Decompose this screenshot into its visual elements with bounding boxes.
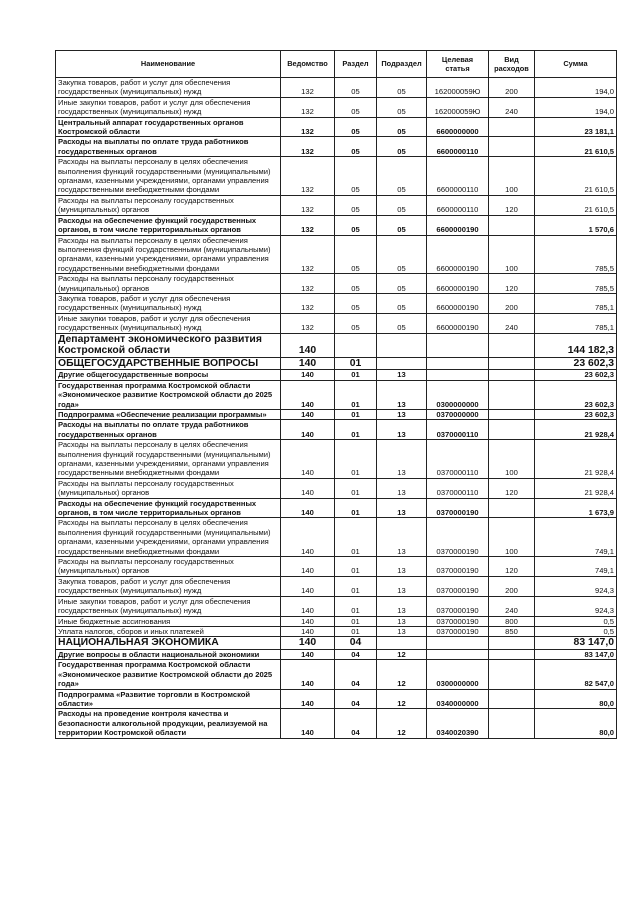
header-podrazdel: Подраздел xyxy=(377,51,427,78)
table-row xyxy=(56,357,617,370)
cell-podrazdel: 05 xyxy=(377,78,427,98)
cell-name: Расходы на проведение контроля качества и безопасности алкогольной продукции, реализуемой на территории Костромской области xyxy=(56,709,281,738)
cell-razdel: 04 xyxy=(335,637,377,650)
cell-name: Закупка товаров, работ и услуг для обеспечения государственных (муниципальных) нужд xyxy=(56,576,281,596)
cell-razdel: 01 xyxy=(335,626,377,636)
table-row xyxy=(56,293,617,313)
cell-vid-rashodov xyxy=(489,380,535,409)
cell-celevaya-statya xyxy=(427,357,489,370)
table-row xyxy=(56,117,617,137)
cell-vedomstvo: 140 xyxy=(281,557,335,577)
table-row xyxy=(56,380,617,409)
cell-name: Центральный аппарат государственных органов Костромской области xyxy=(56,117,281,137)
cell-summa: 785,1 xyxy=(535,293,617,313)
cell-vid-rashodov: 200 xyxy=(489,293,535,313)
cell-summa: 83 147,0 xyxy=(535,637,617,650)
table-row xyxy=(56,235,617,274)
cell-vedomstvo: 132 xyxy=(281,274,335,294)
cell-vedomstvo: 140 xyxy=(281,709,335,738)
cell-name: Иные закупки товаров, работ и услуг для обеспечения государственных (муниципальных) нужд xyxy=(56,97,281,117)
cell-summa: 194,0 xyxy=(535,78,617,98)
cell-summa: 924,3 xyxy=(535,596,617,616)
table-row xyxy=(56,649,617,659)
cell-podrazdel: 13 xyxy=(377,478,427,498)
cell-podrazdel: 13 xyxy=(377,576,427,596)
cell-podrazdel: 05 xyxy=(377,313,427,333)
cell-vid-rashodov: 850 xyxy=(489,626,535,636)
cell-podrazdel: 13 xyxy=(377,596,427,616)
cell-vedomstvo: 140 xyxy=(281,409,335,419)
header-name: Наименование xyxy=(56,51,281,78)
cell-podrazdel: 13 xyxy=(377,626,427,636)
cell-summa: 83 147,0 xyxy=(535,649,617,659)
cell-name: Расходы на выплаты персоналу в целях обеспечения выполнения функций государственными (муниципальными) органами, казенными учреждениями, органами управления государственными внебюджетными фондами xyxy=(56,440,281,479)
cell-vid-rashodov: 120 xyxy=(489,478,535,498)
cell-summa: 23 181,1 xyxy=(535,117,617,137)
cell-vedomstvo: 140 xyxy=(281,440,335,479)
cell-summa: 23 602,3 xyxy=(535,409,617,419)
cell-vedomstvo: 140 xyxy=(281,357,335,370)
cell-vid-rashodov xyxy=(489,689,535,709)
table-row xyxy=(56,274,617,294)
cell-name: Расходы на обеспечение функций государственных органов, в том числе территориальных органов xyxy=(56,498,281,518)
cell-celevaya-statya: 0340000000 xyxy=(427,689,489,709)
cell-summa: 23 602,3 xyxy=(535,357,617,370)
cell-name: Другие вопросы в области национальной экономики xyxy=(56,649,281,659)
cell-celevaya-statya: 0370000190 xyxy=(427,518,489,557)
cell-vedomstvo: 140 xyxy=(281,333,335,357)
cell-summa: 924,3 xyxy=(535,576,617,596)
cell-vedomstvo: 140 xyxy=(281,380,335,409)
cell-vedomstvo: 132 xyxy=(281,293,335,313)
cell-podrazdel: 05 xyxy=(377,137,427,157)
table-row xyxy=(56,195,617,215)
cell-podrazdel: 13 xyxy=(377,380,427,409)
cell-vid-rashodov: 240 xyxy=(489,313,535,333)
cell-vedomstvo: 140 xyxy=(281,689,335,709)
cell-celevaya-statya: 0340020390 xyxy=(427,709,489,738)
table-row xyxy=(56,97,617,117)
cell-vid-rashodov: 120 xyxy=(489,274,535,294)
cell-celevaya-statya: 0370000190 xyxy=(427,557,489,577)
cell-razdel: 04 xyxy=(335,709,377,738)
cell-summa: 1 673,9 xyxy=(535,498,617,518)
cell-vid-rashodov xyxy=(489,137,535,157)
header-razdel: Раздел xyxy=(335,51,377,78)
cell-razdel: 04 xyxy=(335,689,377,709)
cell-razdel: 05 xyxy=(335,235,377,274)
cell-vid-rashodov: 200 xyxy=(489,78,535,98)
cell-name: Закупка товаров, работ и услуг для обеспечения государственных (муниципальных) нужд xyxy=(56,293,281,313)
cell-summa: 23 602,3 xyxy=(535,380,617,409)
cell-podrazdel xyxy=(377,333,427,357)
cell-summa: 144 182,3 xyxy=(535,333,617,357)
cell-vedomstvo: 140 xyxy=(281,596,335,616)
cell-vedomstvo: 140 xyxy=(281,518,335,557)
cell-celevaya-statya: 0370000000 xyxy=(427,409,489,419)
cell-vid-rashodov xyxy=(489,709,535,738)
cell-vid-rashodov xyxy=(489,333,535,357)
cell-razdel: 05 xyxy=(335,97,377,117)
cell-name: Другие общегосударственные вопросы xyxy=(56,370,281,380)
cell-vedomstvo: 140 xyxy=(281,370,335,380)
cell-summa: 21 928,4 xyxy=(535,440,617,479)
cell-podrazdel: 13 xyxy=(377,420,427,440)
cell-vid-rashodov: 100 xyxy=(489,157,535,196)
cell-summa: 21 610,5 xyxy=(535,137,617,157)
cell-summa: 785,5 xyxy=(535,235,617,274)
cell-name: Иные бюджетные ассигнования xyxy=(56,616,281,626)
cell-summa: 749,1 xyxy=(535,557,617,577)
cell-name: Расходы на выплаты персоналу государственных (муниципальных) органов xyxy=(56,478,281,498)
cell-razdel: 01 xyxy=(335,478,377,498)
cell-celevaya-statya: 6600000190 xyxy=(427,215,489,235)
cell-razdel: 01 xyxy=(335,498,377,518)
cell-celevaya-statya: 0370000110 xyxy=(427,478,489,498)
cell-podrazdel: 05 xyxy=(377,235,427,274)
cell-celevaya-statya: 0370000190 xyxy=(427,596,489,616)
cell-podrazdel: 13 xyxy=(377,557,427,577)
cell-name: Уплата налогов, сборов и иных платежей xyxy=(56,626,281,636)
table-row xyxy=(56,370,617,380)
cell-summa: 80,0 xyxy=(535,689,617,709)
cell-vedomstvo: 132 xyxy=(281,78,335,98)
cell-podrazdel: 05 xyxy=(377,195,427,215)
cell-podrazdel: 13 xyxy=(377,498,427,518)
cell-vid-rashodov xyxy=(489,357,535,370)
cell-summa: 0,5 xyxy=(535,616,617,626)
cell-razdel: 01 xyxy=(335,409,377,419)
cell-vid-rashodov xyxy=(489,498,535,518)
cell-name: Расходы на выплаты персоналу в целях обеспечения выполнения функций государственными (муниципальными) органами, казенными учреждениями, органами управления государственными внебюджетными фондами xyxy=(56,157,281,196)
cell-razdel: 05 xyxy=(335,293,377,313)
cell-razdel: 05 xyxy=(335,195,377,215)
table-row xyxy=(56,333,617,357)
table-row xyxy=(56,660,617,689)
cell-podrazdel: 05 xyxy=(377,215,427,235)
cell-celevaya-statya: 0370000110 xyxy=(427,420,489,440)
cell-razdel: 05 xyxy=(335,78,377,98)
cell-vid-rashodov: 800 xyxy=(489,616,535,626)
cell-razdel: 01 xyxy=(335,420,377,440)
cell-podrazdel: 05 xyxy=(377,157,427,196)
budget-table-page xyxy=(55,50,616,739)
header-vid-rashodov: Вид расходов xyxy=(489,51,535,78)
cell-vid-rashodov: 240 xyxy=(489,97,535,117)
cell-celevaya-statya: 162000059Ю xyxy=(427,97,489,117)
cell-vid-rashodov: 120 xyxy=(489,195,535,215)
cell-podrazdel: 12 xyxy=(377,689,427,709)
table-row xyxy=(56,557,617,577)
cell-vid-rashodov xyxy=(489,370,535,380)
cell-name: Расходы на обеспечение функций государственных органов, в том числе территориальных органов xyxy=(56,215,281,235)
cell-podrazdel xyxy=(377,357,427,370)
table-row xyxy=(56,440,617,479)
cell-vid-rashodov xyxy=(489,637,535,650)
cell-celevaya-statya xyxy=(427,649,489,659)
table-body xyxy=(56,78,617,739)
cell-razdel xyxy=(335,333,377,357)
table-row xyxy=(56,518,617,557)
cell-vid-rashodov: 100 xyxy=(489,518,535,557)
cell-razdel: 01 xyxy=(335,576,377,596)
table-row xyxy=(56,215,617,235)
table-row xyxy=(56,637,617,650)
cell-vedomstvo: 140 xyxy=(281,626,335,636)
cell-name: Подпрограмма «Развитие торговли в Костромской области» xyxy=(56,689,281,709)
cell-celevaya-statya: 0300000000 xyxy=(427,380,489,409)
budget-table xyxy=(55,50,617,739)
cell-razdel: 05 xyxy=(335,137,377,157)
cell-summa: 23 602,3 xyxy=(535,370,617,380)
cell-celevaya-statya xyxy=(427,370,489,380)
cell-vid-rashodov xyxy=(489,117,535,137)
cell-name: Расходы на выплаты персоналу государственных (муниципальных) органов xyxy=(56,557,281,577)
cell-podrazdel: 05 xyxy=(377,97,427,117)
cell-podrazdel xyxy=(377,637,427,650)
cell-name: Расходы на выплаты персоналу государственных (муниципальных) органов xyxy=(56,274,281,294)
cell-vid-rashodov: 100 xyxy=(489,235,535,274)
cell-vid-rashodov xyxy=(489,660,535,689)
cell-celevaya-statya: 6600000110 xyxy=(427,137,489,157)
cell-vedomstvo: 132 xyxy=(281,313,335,333)
cell-podrazdel: 12 xyxy=(377,709,427,738)
cell-summa: 785,1 xyxy=(535,313,617,333)
table-row xyxy=(56,157,617,196)
cell-razdel: 05 xyxy=(335,117,377,137)
cell-celevaya-statya: 0370000190 xyxy=(427,616,489,626)
cell-podrazdel: 13 xyxy=(377,616,427,626)
cell-vedomstvo: 132 xyxy=(281,235,335,274)
cell-celevaya-statya: 0370000190 xyxy=(427,576,489,596)
table-row xyxy=(56,576,617,596)
cell-celevaya-statya: 0370000190 xyxy=(427,498,489,518)
cell-summa: 21 610,5 xyxy=(535,195,617,215)
table-row xyxy=(56,478,617,498)
cell-name: Расходы на выплаты по оплате труда работников государственных органов xyxy=(56,420,281,440)
cell-vid-rashodov xyxy=(489,409,535,419)
cell-razdel: 05 xyxy=(335,215,377,235)
cell-name: Расходы на выплаты по оплате труда работников государственных органов xyxy=(56,137,281,157)
table-row xyxy=(56,409,617,419)
cell-vedomstvo: 140 xyxy=(281,616,335,626)
cell-celevaya-statya xyxy=(427,637,489,650)
cell-vedomstvo: 140 xyxy=(281,637,335,650)
cell-summa: 21 928,4 xyxy=(535,478,617,498)
cell-celevaya-statya: 6600000110 xyxy=(427,195,489,215)
cell-podrazdel: 13 xyxy=(377,370,427,380)
cell-vedomstvo: 132 xyxy=(281,117,335,137)
table-row xyxy=(56,78,617,98)
cell-vedomstvo: 140 xyxy=(281,420,335,440)
cell-celevaya-statya: 0300000000 xyxy=(427,660,489,689)
cell-name: Государственная программа Костромской области «Экономическое развитие Костромской области до 2025 года» xyxy=(56,660,281,689)
cell-summa: 785,5 xyxy=(535,274,617,294)
table-row xyxy=(56,596,617,616)
cell-razdel: 01 xyxy=(335,596,377,616)
cell-vid-rashodov xyxy=(489,649,535,659)
cell-name: Закупка товаров, работ и услуг для обеспечения государственных (муниципальных) нужд xyxy=(56,78,281,98)
cell-name: Расходы на выплаты персоналу государственных (муниципальных) органов xyxy=(56,195,281,215)
cell-podrazdel: 13 xyxy=(377,518,427,557)
cell-razdel: 01 xyxy=(335,357,377,370)
cell-vid-rashodov: 120 xyxy=(489,557,535,577)
cell-vedomstvo: 140 xyxy=(281,649,335,659)
cell-razdel: 05 xyxy=(335,157,377,196)
cell-vedomstvo: 132 xyxy=(281,97,335,117)
cell-summa: 194,0 xyxy=(535,97,617,117)
cell-celevaya-statya: 0370000190 xyxy=(427,626,489,636)
cell-name: Иные закупки товаров, работ и услуг для обеспечения государственных (муниципальных) нужд xyxy=(56,596,281,616)
cell-name: ОБЩЕГОСУДАРСТВЕННЫЕ ВОПРОСЫ xyxy=(56,357,281,370)
cell-celevaya-statya: 162000059Ю xyxy=(427,78,489,98)
cell-razdel: 01 xyxy=(335,380,377,409)
cell-summa: 21 610,5 xyxy=(535,157,617,196)
cell-vedomstvo: 140 xyxy=(281,576,335,596)
cell-vid-rashodov: 100 xyxy=(489,440,535,479)
cell-summa: 0,5 xyxy=(535,626,617,636)
cell-name: Подпрограмма «Обеспечение реализации программы» xyxy=(56,409,281,419)
table-row xyxy=(56,137,617,157)
cell-name: НАЦИОНАЛЬНАЯ ЭКОНОМИКА xyxy=(56,637,281,650)
cell-celevaya-statya: 6600000190 xyxy=(427,313,489,333)
cell-razdel: 05 xyxy=(335,274,377,294)
cell-podrazdel: 13 xyxy=(377,409,427,419)
cell-podrazdel: 05 xyxy=(377,274,427,294)
cell-name: Расходы на выплаты персоналу в целях обеспечения выполнения функций государственными (муниципальными) органами, казенными учреждениями, органами управления государственными внебюджетными фондами xyxy=(56,518,281,557)
cell-celevaya-statya: 6600000110 xyxy=(427,157,489,196)
table-row xyxy=(56,498,617,518)
cell-vid-rashodov xyxy=(489,420,535,440)
header-vedomstvo: Ведомство xyxy=(281,51,335,78)
table-row xyxy=(56,420,617,440)
cell-podrazdel: 12 xyxy=(377,660,427,689)
cell-celevaya-statya: 6600000000 xyxy=(427,117,489,137)
cell-name: Иные закупки товаров, работ и услуг для обеспечения государственных (муниципальных) нужд xyxy=(56,313,281,333)
cell-vedomstvo: 140 xyxy=(281,660,335,689)
cell-celevaya-statya xyxy=(427,333,489,357)
cell-celevaya-statya: 6600000190 xyxy=(427,235,489,274)
table-row xyxy=(56,709,617,738)
cell-podrazdel: 13 xyxy=(377,440,427,479)
table-row xyxy=(56,616,617,626)
cell-celevaya-statya: 6600000190 xyxy=(427,274,489,294)
header-summa: Сумма xyxy=(535,51,617,78)
cell-summa: 749,1 xyxy=(535,518,617,557)
cell-vid-rashodov: 200 xyxy=(489,576,535,596)
cell-vid-rashodov: 240 xyxy=(489,596,535,616)
cell-razdel: 05 xyxy=(335,313,377,333)
cell-summa: 82 547,0 xyxy=(535,660,617,689)
table-row xyxy=(56,689,617,709)
cell-razdel: 01 xyxy=(335,370,377,380)
cell-razdel: 01 xyxy=(335,518,377,557)
cell-razdel: 04 xyxy=(335,660,377,689)
cell-vedomstvo: 132 xyxy=(281,195,335,215)
cell-name: Государственная программа Костромской области «Экономическое развитие Костромской области до 2025 года» xyxy=(56,380,281,409)
cell-vedomstvo: 140 xyxy=(281,478,335,498)
cell-summa: 21 928,4 xyxy=(535,420,617,440)
cell-vedomstvo: 132 xyxy=(281,137,335,157)
cell-name: Департамент экономического развития Костромской области xyxy=(56,333,281,357)
cell-vedomstvo: 140 xyxy=(281,498,335,518)
cell-name: Расходы на выплаты персоналу в целях обеспечения выполнения функций государственными (муниципальными) органами, казенными учреждениями, органами управления государственными внебюджетными фондами xyxy=(56,235,281,274)
header-celevaya-statya: Целевая статья xyxy=(427,51,489,78)
cell-podrazdel: 05 xyxy=(377,293,427,313)
table-row xyxy=(56,626,617,636)
cell-celevaya-statya: 6600000190 xyxy=(427,293,489,313)
cell-celevaya-statya: 0370000110 xyxy=(427,440,489,479)
cell-razdel: 01 xyxy=(335,557,377,577)
cell-vedomstvo: 132 xyxy=(281,157,335,196)
cell-razdel: 04 xyxy=(335,649,377,659)
cell-podrazdel: 05 xyxy=(377,117,427,137)
cell-podrazdel: 12 xyxy=(377,649,427,659)
table-header-row xyxy=(56,51,617,78)
table-row xyxy=(56,313,617,333)
cell-vid-rashodov xyxy=(489,215,535,235)
cell-summa: 80,0 xyxy=(535,709,617,738)
cell-summa: 1 570,6 xyxy=(535,215,617,235)
cell-razdel: 01 xyxy=(335,616,377,626)
cell-vedomstvo: 132 xyxy=(281,215,335,235)
cell-razdel: 01 xyxy=(335,440,377,479)
